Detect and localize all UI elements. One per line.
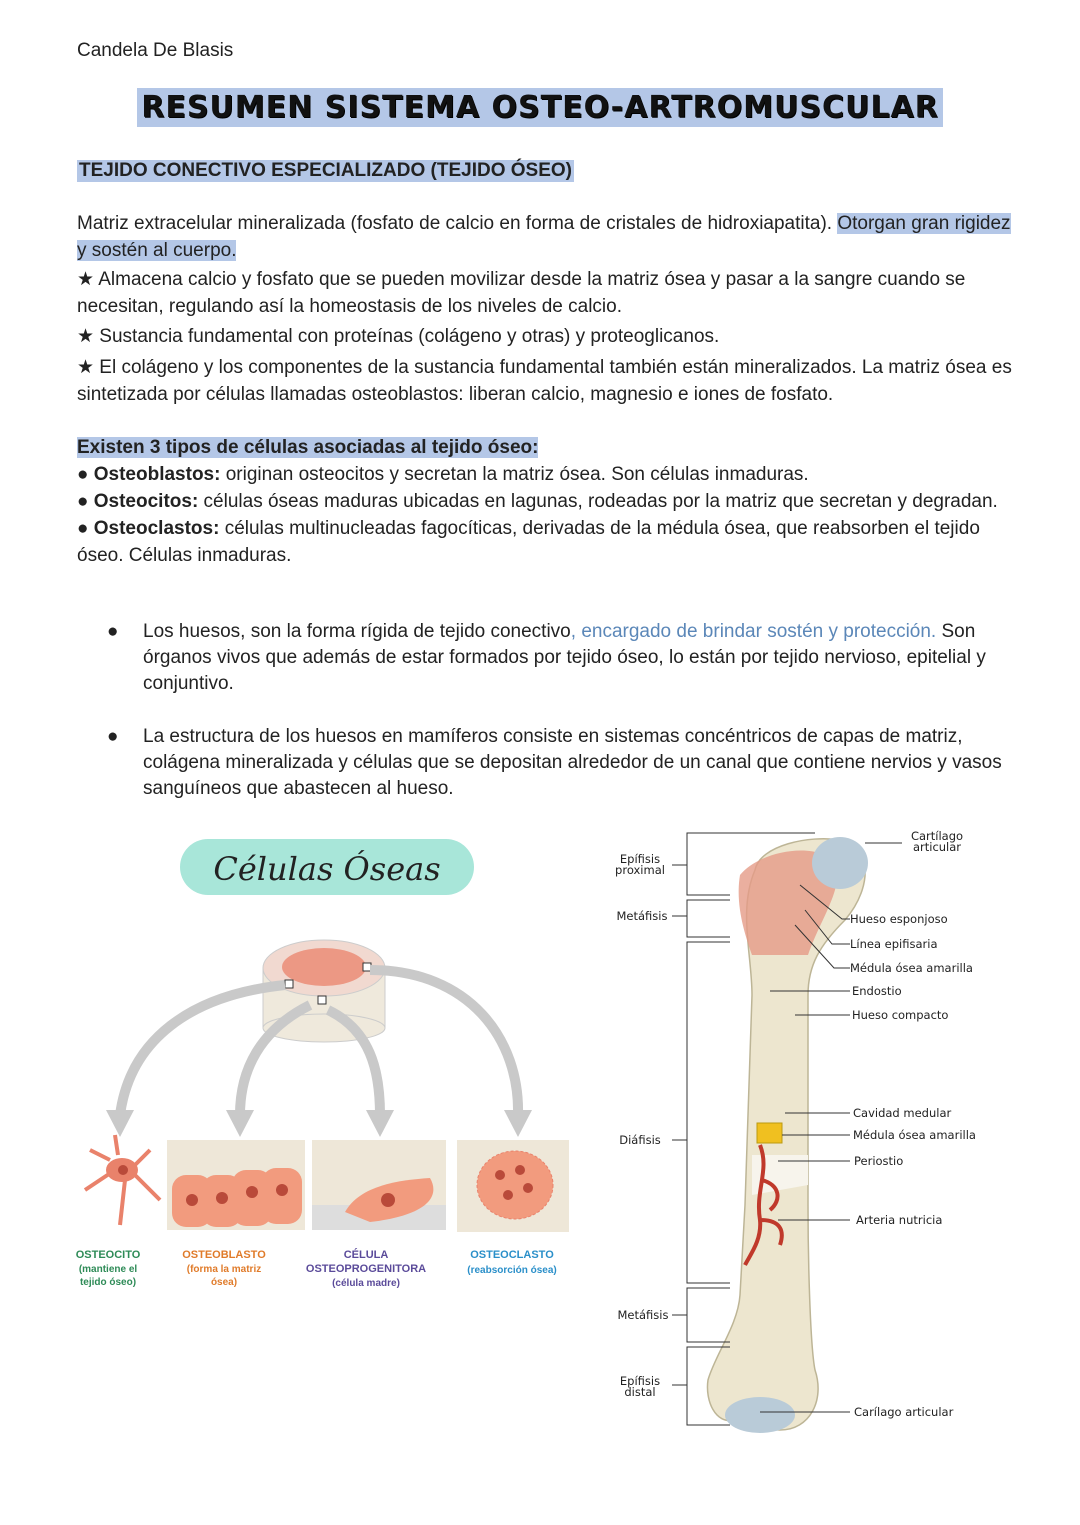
yellow-marrow-cylinder [757, 1123, 782, 1143]
bracket [687, 900, 730, 937]
label-cartilago-1: Cartílago [910, 829, 964, 843]
arrow-head [504, 1110, 532, 1137]
bullet-text-blue: , encargado de brindar sostén y protección. [570, 621, 937, 642]
cell-name: ● Osteoclastos: [77, 518, 220, 539]
cell-label-osteocito [76, 1249, 141, 1288]
label-line: OSTEOPROGENITORA [305, 1263, 427, 1275]
label-periostio: Periostio [854, 1154, 904, 1168]
label-line: CÉLULA [343, 1249, 389, 1261]
label-epifisis-proximal-1: Epífisis [619, 852, 661, 866]
arrow-heads [106, 1110, 532, 1137]
marker [318, 996, 326, 1004]
cell-label-osteoblasto [182, 1249, 266, 1288]
bullet-dot: ● [107, 621, 119, 642]
cell-item-osteoblastos [77, 461, 1017, 488]
osteoclasto-cell [457, 1140, 569, 1232]
label-epifisis-distal-1: Epífisis [619, 1374, 661, 1388]
label-line: OSTEOBLASTO [182, 1249, 266, 1261]
cell-label-progenitora [306, 1248, 426, 1289]
label-cartilago-2: articular [912, 840, 962, 854]
cell-desc: células multinucleadas fagocíticas, derivadas de la médula ósea, que reabsorben el tejido óseo. Células inmaduras. [77, 518, 980, 566]
bullet-list [107, 619, 1012, 802]
long-bone-figure [610, 825, 1010, 1445]
bullet-text: Los huesos, son la forma rígida de tejido conectivo [143, 621, 571, 642]
arrow-head [366, 1110, 394, 1137]
bone-cells-figure [70, 830, 580, 1310]
bracket [687, 942, 730, 1283]
figure-title: Células Óseas [213, 850, 441, 888]
bracket-ticks [672, 865, 687, 1385]
intro-paragraph [77, 210, 1017, 264]
osteoprogenitora-cell [312, 1140, 446, 1230]
arrow-head [226, 1110, 254, 1137]
intro-text: Matriz extracelular mineralizada (fosfato de calcio en forma de cristales de hidroxiapatita). [77, 213, 838, 234]
cell-name: ● Osteoblastos: [77, 464, 221, 485]
label-metafisis-distal: Metáfisis [617, 1308, 669, 1322]
bullet-text-rest: Son órganos vivos que además de estar formados por tejido óseo, lo están por tejido nervioso, epitelial y conjuntivo. [143, 621, 986, 694]
star-item-3: ★ El colágeno y los componentes de la sustancia fundamental también están mineralizados. La matriz ósea es sintetizada por células llamadas osteoblastos: liberan calcio, magnesio e iones de fosfato. [77, 357, 1012, 405]
bracket [687, 1288, 730, 1342]
label-epifisis-proximal-2: proximal [615, 863, 665, 877]
label-metafisis-proximal: Metáfisis [616, 909, 668, 923]
distal-cartilage [725, 1397, 795, 1433]
spongy-bone-pattern [282, 948, 366, 986]
cells-list [77, 434, 1017, 569]
proximal-cartilage [812, 837, 868, 889]
bullet-dot: ● [107, 726, 119, 747]
arrow-osteoclasto [370, 970, 518, 1115]
osteoblasto-cell [167, 1140, 305, 1230]
bullet-item-1 [107, 619, 1012, 697]
section-heading: TEJIDO CONECTIVO ESPECIALIZADO (TEJIDO ÓSEO) [79, 160, 572, 181]
star-item-1: ★ Almacena calcio y fosfato que se pueden movilizar desde la matriz ósea y pasar a la sangre cuando se necesitan, regulando así la homeostasis de los niveles de calcio. [77, 269, 966, 317]
label-line: (mantiene el [78, 1264, 138, 1275]
arrow-head [106, 1110, 134, 1137]
label-line: (célula madre) [332, 1278, 400, 1289]
label-carilago-articular: Carílago articular [854, 1405, 954, 1419]
cell-desc: originan osteocitos y secretan la matriz ósea. Son células inmaduras. [220, 464, 809, 485]
title-container [0, 88, 1080, 127]
label-diafisis: Diáfisis [619, 1133, 661, 1147]
label-arteria-nutricia: Arteria nutricia [856, 1213, 943, 1227]
marker [285, 980, 293, 988]
cells-heading: Existen 3 tipos de células asociadas al tejido óseo: [77, 437, 539, 458]
label-endostio: Endostio [852, 984, 902, 998]
cell-desc: células óseas maduras ubicadas en lagunas, rodeadas por la matriz que secretan y degradan. [198, 491, 998, 512]
label-line: (reabsorción ósea) [467, 1265, 557, 1276]
label-medula-amarilla-2: Médula ósea amarilla [853, 1128, 976, 1142]
marker [363, 963, 371, 971]
label-line: OSTEOCLASTO [470, 1249, 554, 1261]
label-line: OSTEOCITO [75, 1249, 141, 1261]
label-line: tejido óseo) [79, 1277, 137, 1288]
label-epifisis-distal-2: distal [624, 1385, 656, 1399]
cell-item-osteocitos [77, 488, 1017, 515]
intro-highlight: Otorgan gran rigidez y sostén al cuerpo. [77, 213, 1011, 261]
label-hueso-compacto: Hueso compacto [852, 1008, 949, 1022]
label-medula-amarilla-1: Médula ósea amarilla [850, 961, 973, 975]
label-linea-epifisaria: Línea epifisaria [850, 937, 938, 951]
label-cavidad-medular: Cavidad medular [853, 1106, 952, 1120]
cell-label-osteoclasto [467, 1249, 556, 1276]
cell-name: ● Osteocitos: [77, 491, 199, 512]
label-line: ósea) [210, 1277, 238, 1288]
bullet-item-2 [107, 724, 1012, 802]
bullet-text: La estructura de los huesos en mamíferos consiste en sistemas concéntricos de capas de matriz, colágena mineralizada y células que se depositan alrededor de un canal que contiene nervios y vasos sanguíneos que abastecen al hueso. [143, 726, 1002, 799]
osteocito-cell [85, 1135, 160, 1225]
label-hueso-esponjoso: Hueso esponjoso [850, 912, 948, 926]
cell-item-osteoclastos [77, 515, 1017, 569]
star-item-2: ★ Sustancia fundamental con proteínas (colágeno y otras) y proteoglicanos. [77, 326, 720, 347]
page-title: RESUMEN SISTEMA OSTEO-ARTROMUSCULAR [137, 88, 943, 127]
label-line: (forma la matriz [186, 1264, 262, 1275]
author-name: Candela De Blasis [77, 40, 234, 61]
